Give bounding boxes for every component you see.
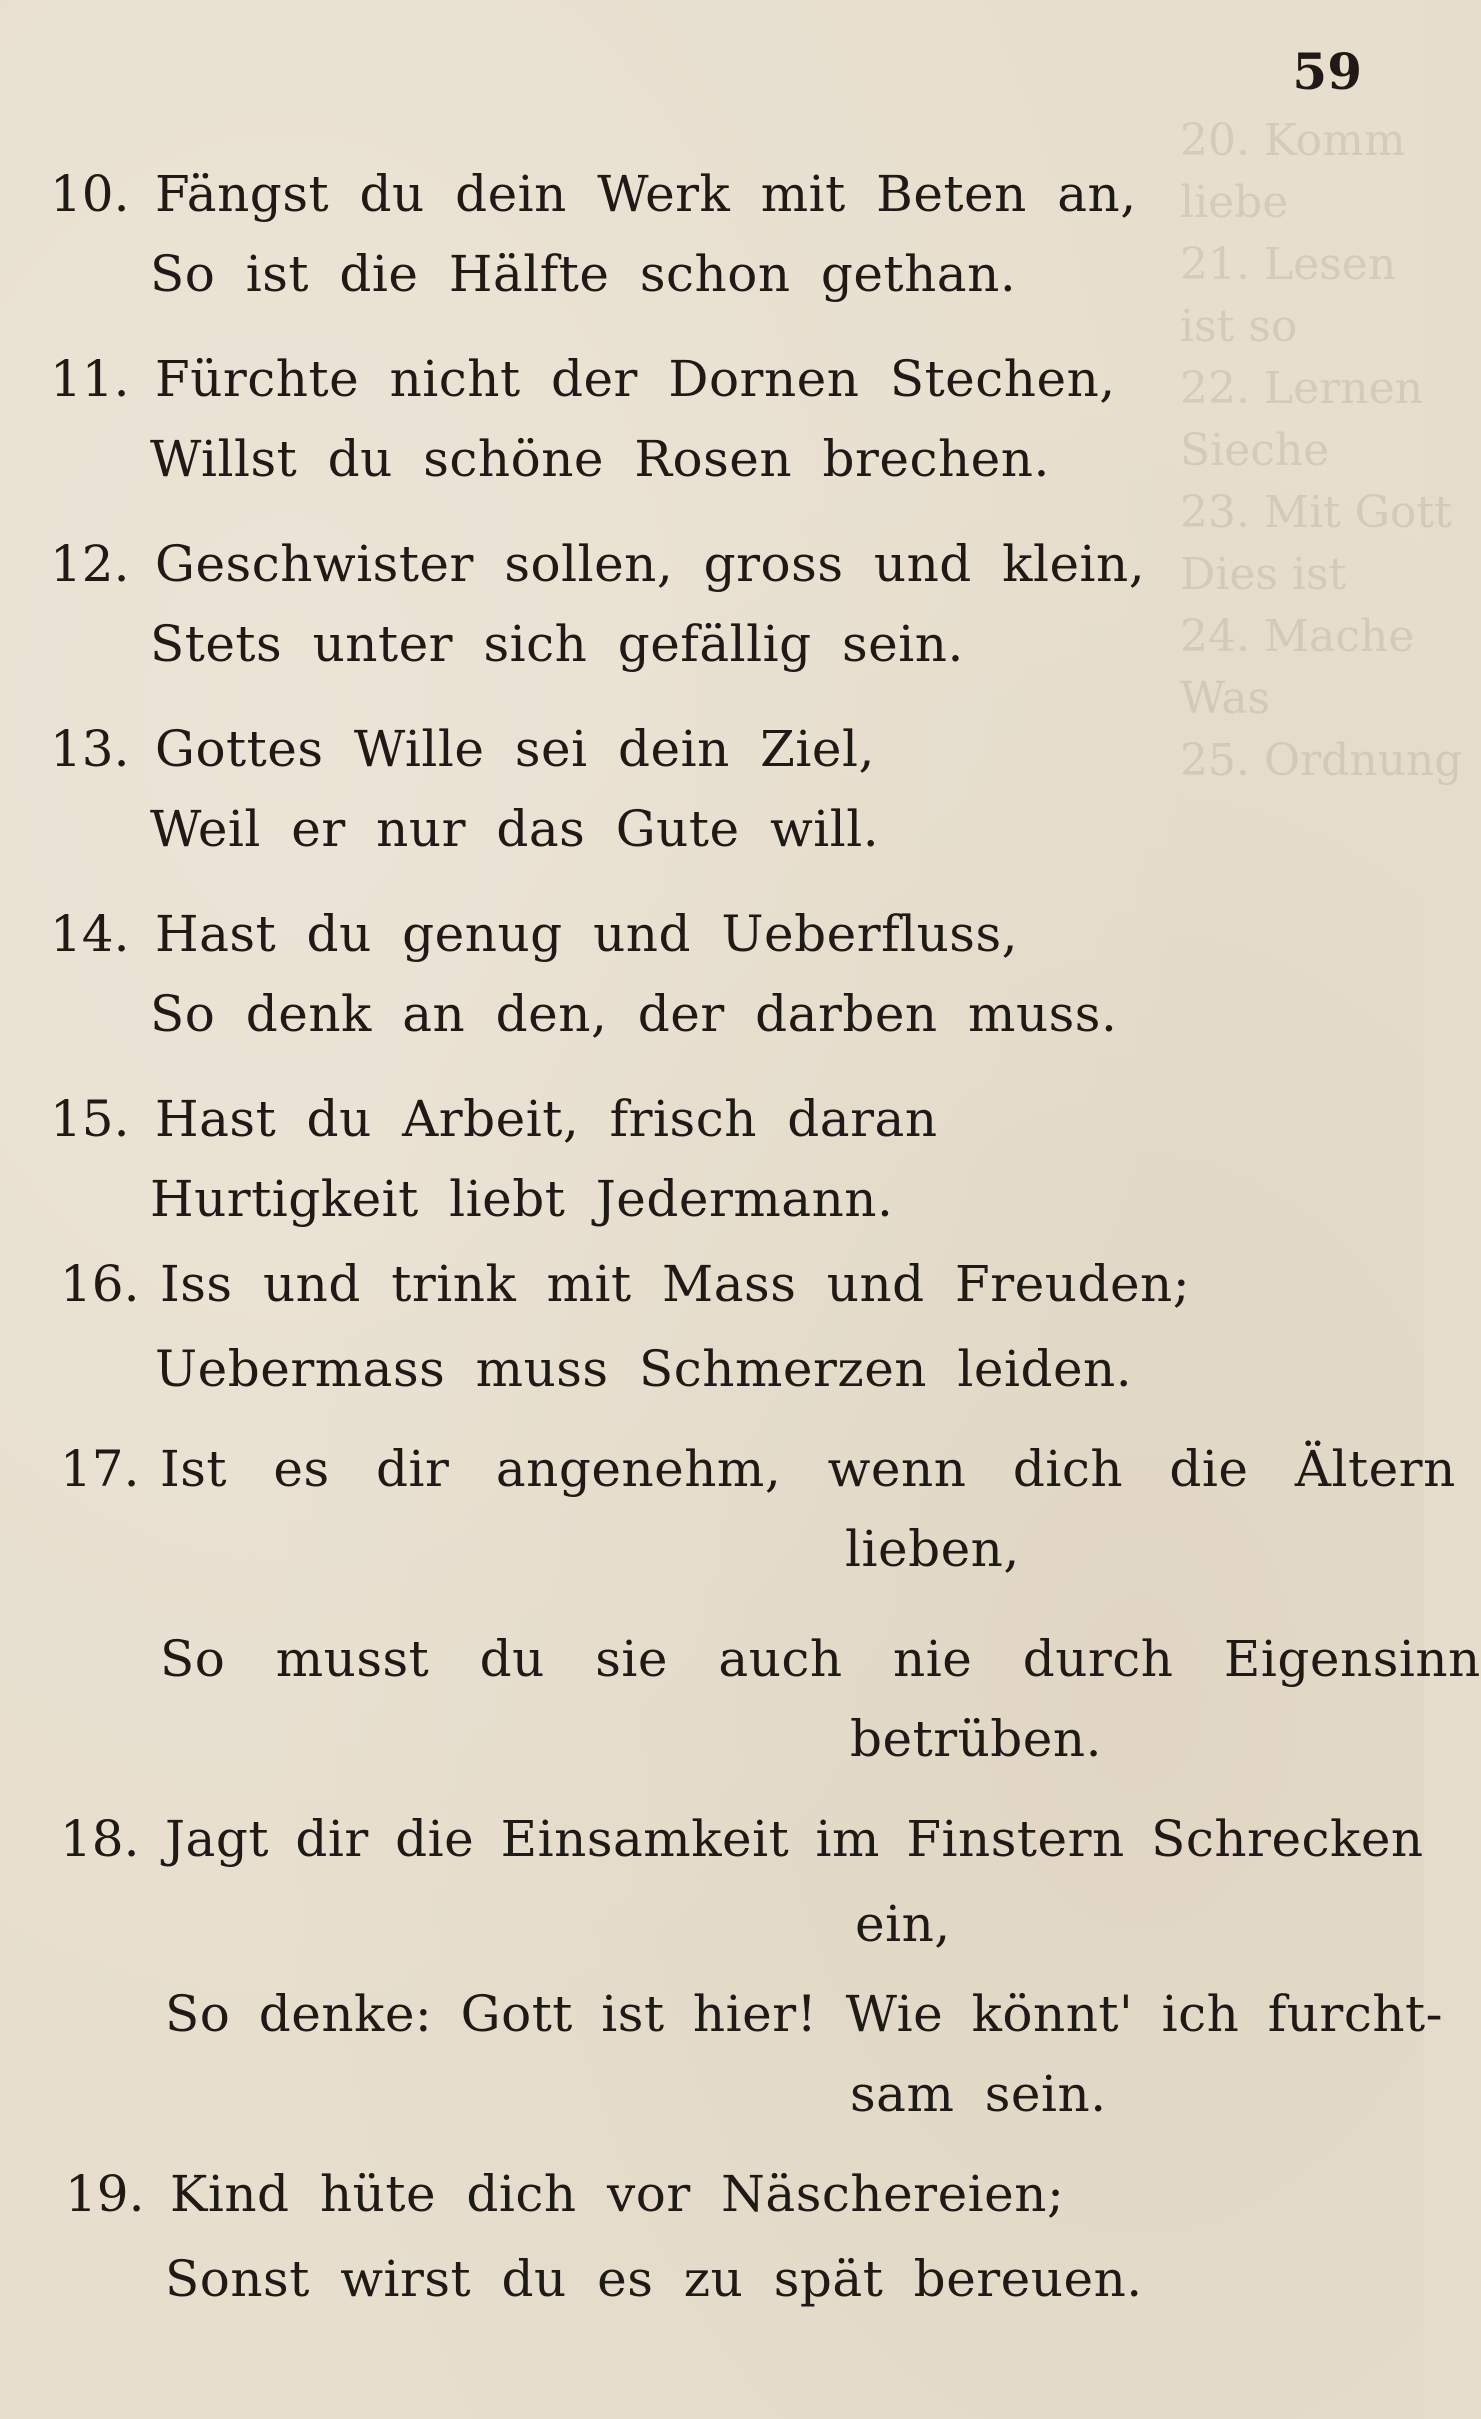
proverb-line: Sonst wirst du es zu spät bereuen.	[165, 2250, 1143, 2308]
proverb-line: Jagt dir die Einsamkeit im Finstern Schrecken	[165, 1810, 1424, 1868]
proverb-number: 14.	[50, 905, 130, 963]
proverb-line: Gottes Wille sei dein Ziel,	[155, 720, 875, 778]
proverb-number: 16.	[60, 1255, 140, 1313]
proverb-line: So denk an den, der darben muss.	[150, 985, 1118, 1043]
proverb-number: 19.	[65, 2165, 145, 2223]
proverb-line: So ist die Hälfte schon gethan.	[150, 245, 1017, 303]
proverb-number: 11.	[50, 350, 130, 408]
proverb-line: lieben,	[845, 1520, 1020, 1578]
proverb-number: 17.	[60, 1440, 140, 1498]
proverb-line: Iss und trink mit Mass und Freuden;	[160, 1255, 1191, 1313]
proverb-line: ein,	[855, 1895, 951, 1953]
proverb-line: Fängst du dein Werk mit Beten an,	[155, 165, 1137, 223]
page-number: 59	[1292, 42, 1362, 101]
proverb-line: Hast du Arbeit, frisch daran	[155, 1090, 938, 1148]
proverb-line: Stets unter sich gefällig sein.	[150, 615, 964, 673]
proverb-line: Uebermass muss Schmerzen leiden.	[155, 1340, 1133, 1398]
proverb-line: Weil er nur das Gute will.	[150, 800, 880, 858]
proverb-line: betrüben.	[850, 1710, 1102, 1768]
proverb-number: 13.	[50, 720, 130, 778]
proverb-line: Willst du schöne Rosen brechen.	[150, 430, 1050, 488]
proverb-number: 10.	[50, 165, 130, 223]
bleed-through-text: 20. Komm liebe 21. Lesen ist so 22. Lernen Sieche 23. Mit Gott Dies ist 24. Mache Was 25. Ordnung	[1180, 115, 1463, 786]
proverb-line: Fürchte nicht der Dornen Stechen,	[155, 350, 1116, 408]
proverb-line: Ist es dir angenehm, wenn dich die Ältern	[160, 1440, 1456, 1498]
proverb-number: 18.	[60, 1810, 140, 1868]
proverb-number: 12.	[50, 535, 130, 593]
proverb-line: Geschwister sollen, gross und klein,	[155, 535, 1146, 593]
proverb-line: So denke: Gott ist hier! Wie könnt' ich furcht-	[165, 1985, 1444, 2043]
proverb-line: sam sein.	[850, 2065, 1107, 2123]
proverb-line: Kind hüte dich vor Näschereien;	[170, 2165, 1065, 2223]
proverb-number: 15.	[50, 1090, 130, 1148]
proverb-line: Hurtigkeit liebt Jedermann.	[150, 1170, 894, 1228]
proverb-line: Hast du genug und Ueberfluss,	[155, 905, 1019, 963]
proverb-line: So musst du sie auch nie durch Eigensinn	[160, 1630, 1481, 1688]
